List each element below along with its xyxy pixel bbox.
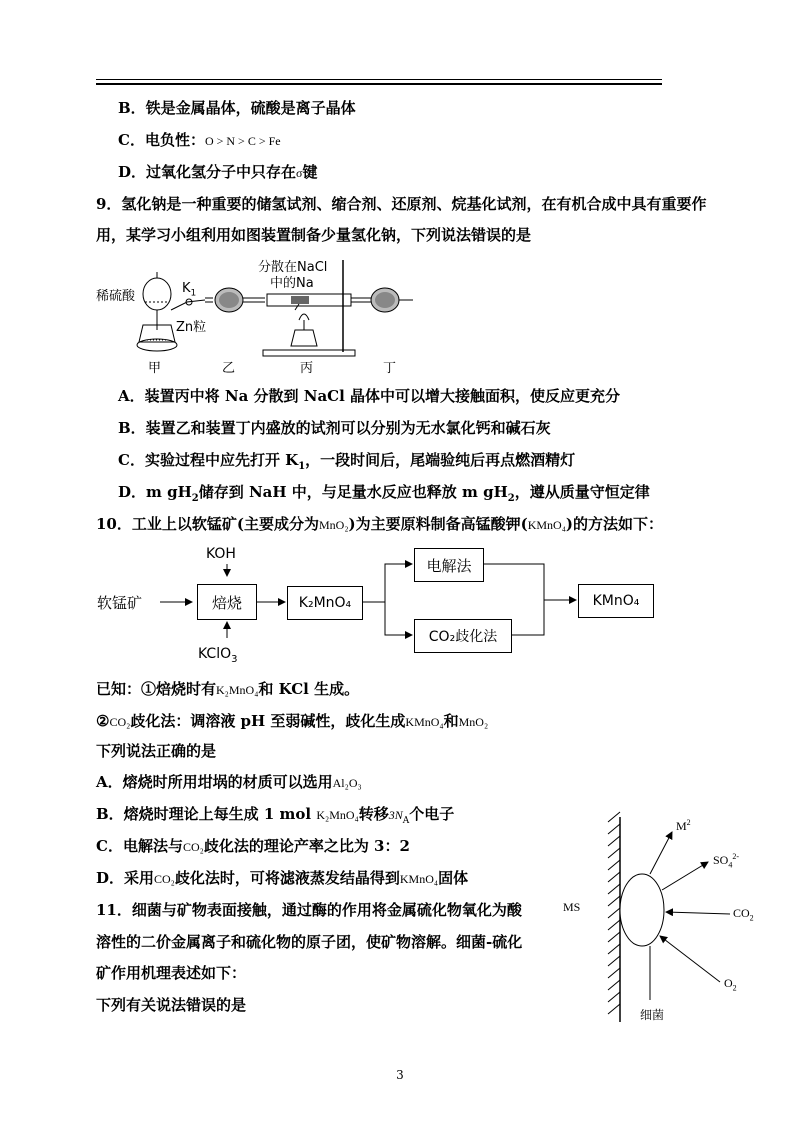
q10-option-b-nsub: A (402, 816, 410, 826)
q11-label-m2-sup: 2 (686, 818, 691, 827)
q10-known-1-post: 和 KCl 生成。 (258, 680, 360, 698)
q9-label-nacl1: 分散在NaCl (258, 260, 328, 275)
q10-known-1-formula: K₂MnO₄ (216, 683, 259, 697)
q10-option-a-pre: A．熔烧时所用坩埚的材质可以选用 (96, 773, 333, 791)
q10-flow-kclo3 (198, 646, 237, 665)
q10-flow-k2mno4-box (287, 586, 363, 620)
q11-label-co2 (733, 906, 754, 922)
q9-label-k1 (182, 281, 196, 299)
q10-option-d-post: 固体 (438, 869, 469, 887)
q8-option-c-formula: O > N > C > Fe (204, 134, 281, 148)
q10-flow-kmno4: KMnO₄ (592, 593, 640, 609)
q10-stem (96, 514, 663, 535)
q10-option-b-n: 3N (388, 808, 403, 822)
q11-label-o2 (724, 976, 737, 992)
q11-stem-line3: 矿作用机理表述如下： (96, 964, 247, 982)
q10-option-d-mid: 歧化法时，可将滤液蒸发结晶得到 (174, 869, 400, 887)
q8-option-c-text: C．电负性： (118, 131, 205, 149)
page-number: 3 (396, 1068, 404, 1082)
q9-label-yi: 乙 (222, 361, 236, 376)
q11-label-m2 (676, 818, 691, 834)
q11-label-co2-text: CO (733, 906, 750, 920)
q11-label-so4-text: SO (713, 853, 729, 867)
q9-option-c-pre: C．实验过程中应先打开 K (118, 451, 299, 469)
q9-option-d-5: ，遵从质量守恒定律 (514, 483, 650, 501)
q10-option-c-post: 歧化法的理论产率之比为 3：2 (203, 837, 410, 855)
q10-flow-kclo3-text: KClO (198, 646, 232, 662)
q9-label-jia: 甲 (148, 361, 162, 376)
q11-label-m2-text: M (676, 819, 687, 833)
q10-option-b (96, 804, 454, 831)
q11-label-so4-sub: 4 (728, 860, 733, 870)
q8-option-b: B．铁是金属晶体，硫酸是离子晶体 (118, 99, 356, 117)
q10-stem-1: 10．工业上以软锰矿(主要成分为 (96, 515, 319, 533)
q10-stem-3: )的方法如下： (565, 515, 664, 533)
q9-option-d-2: 2 (191, 493, 199, 504)
q10-option-b-mid: 转移 (358, 805, 389, 823)
q11-stem-line2: 溶性的二价金属离子和硫化物的原子团，使矿物溶解。细菌-硫化 (96, 933, 523, 951)
q9-option-a: A．装置丙中将 Na 分散到 NaCl 晶体中可以增大接触面积，使反应更充分 (118, 387, 621, 405)
q10-option-d-pre: D．采用 (96, 869, 155, 887)
header-rule-top (96, 79, 662, 80)
q11-label-bacteria: 细菌 (640, 1008, 665, 1022)
q8-option-d-post: 键 (302, 163, 318, 181)
q10-flow-koh: KOH (206, 546, 236, 562)
q10-option-c-f: CO₂ (182, 840, 204, 854)
q9-option-c-sub: 1 (298, 461, 306, 472)
q11-ask: 下列有关说法错误的是 (96, 996, 247, 1014)
q9-label-k1-text: K (182, 281, 191, 296)
q9-option-d-3: 储存到 NaH 中，与足量水反应也释放 m gH (198, 483, 508, 501)
q9-label-k1-sub: 1 (190, 288, 197, 299)
q10-flow-roast: 焙烧 (211, 593, 242, 612)
q10-option-d (96, 868, 468, 889)
q9-option-b: B．装置乙和装置丁内盛放的试剂可以分别为无水氯化钙和碱石灰 (118, 419, 551, 437)
q9-label-bing: 丙 (300, 361, 314, 376)
q10-ask: 下列说法正确的是 (96, 742, 217, 760)
q10-flow-kmno4-box (578, 584, 654, 618)
q11-label-so4 (713, 852, 739, 869)
q9-option-c-post: ，一段时间后，尾端验纯后再点燃酒精灯 (305, 451, 576, 469)
q11-stem-line1: 11．细菌与矿物表面接触，通过酶的作用将金属硫化物氧化为酸 (96, 901, 522, 919)
q10-stem-2: )为主要原料制备高锰酸钾( (348, 515, 528, 533)
q9-stem-line1: 9．氢化钠是一种重要的储氢试剂、缩合剂、还原剂、烷基化试剂，在有机合成中具有重要作 (96, 195, 707, 213)
q10-option-b-pre: B．熔烧时理论上每生成 1 mol (96, 805, 312, 823)
q10-option-d-f2: KMnO₄ (399, 872, 439, 886)
q10-option-c (96, 836, 410, 857)
q9-option-d-1: D．m gH (118, 483, 192, 501)
q10-known-1-pre: 已知：①焙烧时有 (96, 680, 217, 698)
q9-label-ding: 丁 (383, 361, 397, 376)
q11-label-ms: MS (563, 900, 581, 914)
q8-option-d (118, 162, 318, 183)
q8-option-d-sigma: σ (296, 166, 303, 180)
q9-option-c (118, 450, 575, 477)
q10-known-2-and: 和 (443, 712, 459, 730)
q10-flow-ore: 软锰矿 (97, 594, 143, 612)
q10-flow-roast-box (197, 584, 257, 620)
q9-option-d-4: 2 (507, 493, 515, 504)
q9-label-acid: 稀硫酸 (96, 289, 136, 304)
q10-stem-mno2: MnO₂ (318, 518, 349, 532)
q10-option-c-pre: C．电解法与 (96, 837, 183, 855)
q9-option-d (118, 482, 650, 509)
q11-label-so4-sup: 2- (732, 852, 740, 861)
q10-known-2 (96, 711, 488, 732)
q9-stem-line2: 用，某学习小组利用如图装置制备少量氢化钠，下列说法错误的是 (96, 226, 532, 244)
q11-bacteria-diagram (590, 812, 790, 1032)
q10-known-2-f3: MnO₂ (458, 715, 489, 729)
q9-label-nacl2: 中的Na (270, 276, 314, 291)
q10-known-2-mid: 歧化法：调溶液 pH 至弱碱性，歧化生成 (130, 712, 406, 730)
q10-option-d-f: CO₂ (154, 872, 175, 886)
q10-known-2-f1: CO₂ (109, 715, 131, 729)
q10-stem-kmno4: KMnO₄ (527, 518, 566, 532)
q10-flow-co2-box (414, 619, 512, 653)
q10-flow-electro: 电解法 (426, 556, 472, 575)
q11-label-co2-sub: 2 (749, 913, 754, 923)
q10-flow-kclo3-sub: 3 (231, 653, 238, 665)
header-rule-bottom (96, 83, 662, 85)
q10-known-2-pre: ② (96, 712, 110, 730)
q10-option-b-f: K₂MnO₄ (316, 808, 359, 822)
q10-flow-electro-box (414, 548, 484, 582)
q10-option-a-f: Al₂O₃ (332, 776, 362, 790)
q10-known-2-f2: KMnO₄ (405, 715, 444, 729)
q11-label-o2-text: O (724, 976, 733, 990)
q10-flow-k2mno4: K₂MnO₄ (298, 595, 352, 611)
q10-option-b-post: 个电子 (409, 805, 455, 823)
q9-label-zn: Zn粒 (176, 320, 207, 335)
q8-option-c (118, 130, 281, 151)
q11-label-o2-sub: 2 (732, 983, 737, 993)
q10-flow-co2: CO₂歧化法 (428, 629, 498, 645)
q8-option-d-pre: D．过氧化氢分子中只存在 (118, 163, 297, 181)
q10-option-a (96, 772, 362, 793)
q10-known-1 (96, 679, 359, 700)
